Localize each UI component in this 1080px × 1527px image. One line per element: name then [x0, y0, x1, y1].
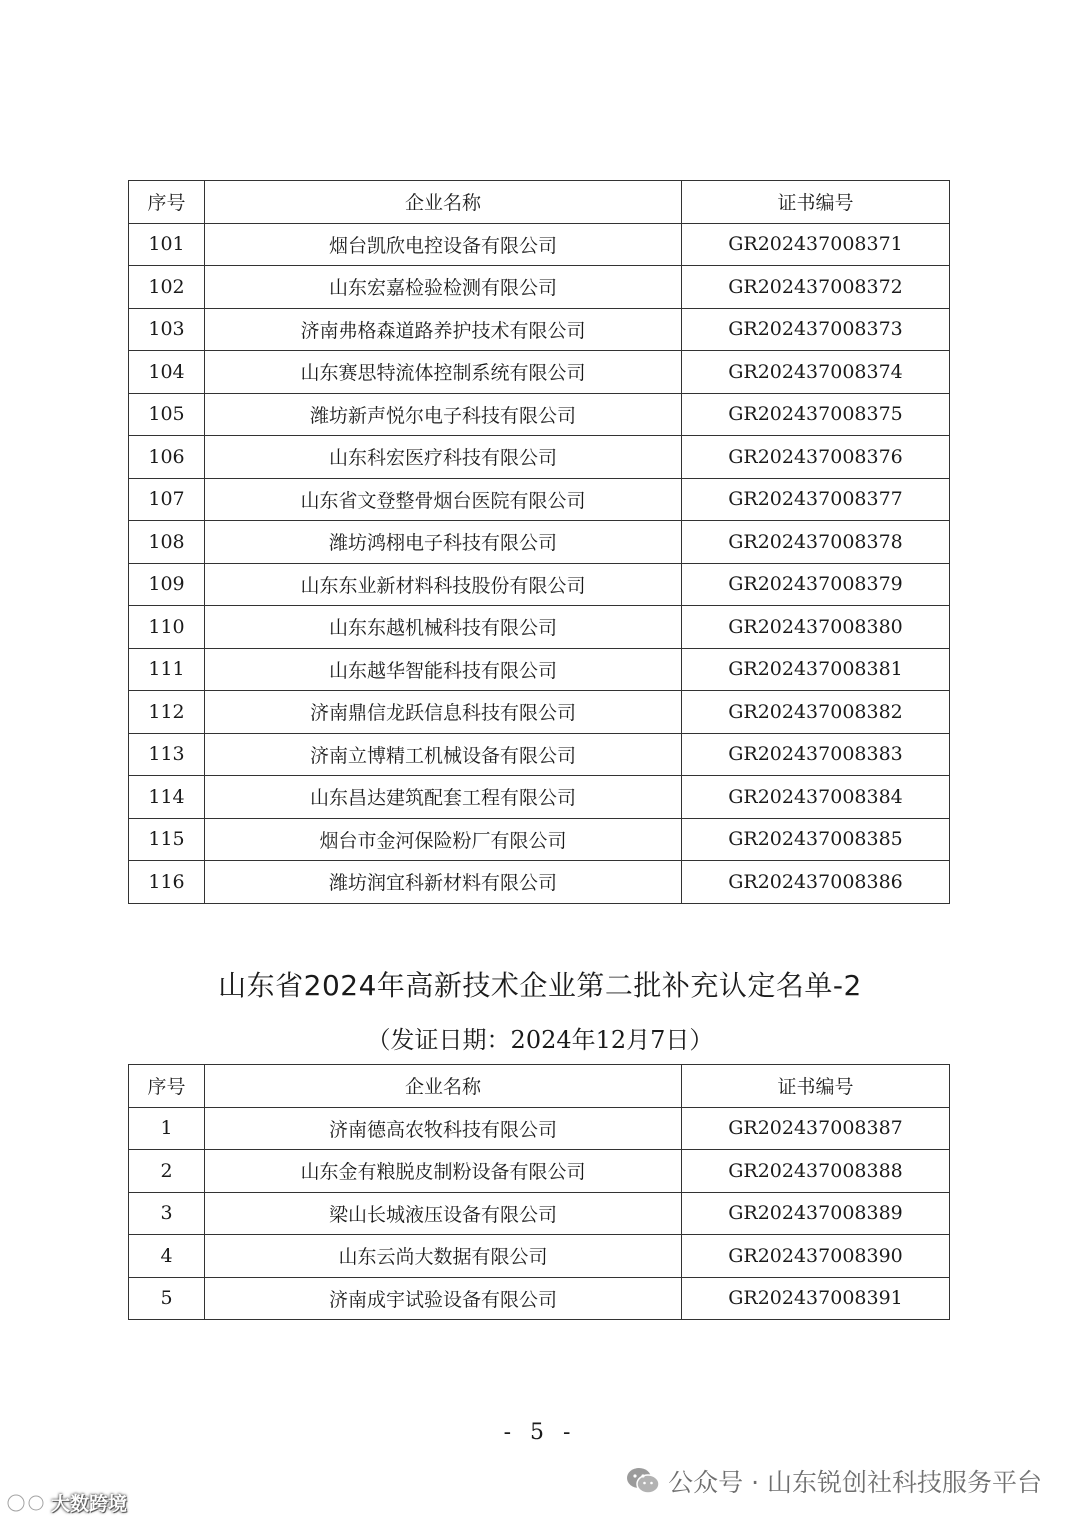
- certificate-number: GR202437008371: [682, 223, 950, 266]
- table-row: [129, 861, 950, 904]
- table-row: [129, 606, 950, 649]
- row-index: 111: [129, 648, 205, 691]
- row-index: 107: [129, 478, 205, 521]
- company-name: 梁山长城液压设备有限公司: [205, 1192, 682, 1235]
- row-index: 108: [129, 521, 205, 564]
- row-index: 105: [129, 393, 205, 436]
- certificate-number: GR202437008387: [682, 1107, 950, 1150]
- company-name: 潍坊润宜科新材料有限公司: [205, 861, 682, 904]
- certificate-number: GR202437008384: [682, 776, 950, 819]
- company-name: 济南成宇试验设备有限公司: [205, 1277, 682, 1320]
- certificate-number: GR202437008378: [682, 521, 950, 564]
- row-index: 1: [129, 1107, 205, 1150]
- table-row: [129, 351, 950, 394]
- certificate-number: GR202437008373: [682, 308, 950, 351]
- table-row: [129, 691, 950, 734]
- company-name: 济南德高农牧科技有限公司: [205, 1107, 682, 1150]
- table-row: [129, 308, 950, 351]
- watermark-text: 公众号 · 山东锐创社科技服务平台: [668, 1468, 1042, 1497]
- company-name: 山东云尚大数据有限公司: [205, 1235, 682, 1278]
- row-index: 102: [129, 266, 205, 309]
- certificate-number: GR202437008386: [682, 861, 950, 904]
- wechat-icon: [626, 1466, 660, 1496]
- table-row: [129, 266, 950, 309]
- row-index: 104: [129, 351, 205, 394]
- table-row: [129, 563, 950, 606]
- table-header-row: [129, 1065, 950, 1108]
- table-row: [129, 648, 950, 691]
- column-header-index: 序号: [129, 181, 205, 224]
- row-index: 101: [129, 223, 205, 266]
- row-index: 112: [129, 691, 205, 734]
- row-index: 106: [129, 436, 205, 479]
- row-index: 115: [129, 818, 205, 861]
- company-name: 济南立博精工机械设备有限公司: [205, 733, 682, 776]
- table-row: [129, 223, 950, 266]
- company-name: 潍坊鸿栩电子科技有限公司: [205, 521, 682, 564]
- company-name: 潍坊新声悦尔电子科技有限公司: [205, 393, 682, 436]
- row-index: 116: [129, 861, 205, 904]
- certificate-number: GR202437008389: [682, 1192, 950, 1235]
- row-index: 103: [129, 308, 205, 351]
- row-index: 113: [129, 733, 205, 776]
- certificate-number: GR202437008383: [682, 733, 950, 776]
- certificate-number: GR202437008380: [682, 606, 950, 649]
- table-row: [129, 521, 950, 564]
- certificate-number: GR202437008379: [682, 563, 950, 606]
- column-header-index: 序号: [129, 1065, 205, 1108]
- logo-icon: [6, 1491, 48, 1515]
- company-name: 山东科宏医疗科技有限公司: [205, 436, 682, 479]
- certificate-number: GR202437008385: [682, 818, 950, 861]
- row-index: 2: [129, 1150, 205, 1193]
- brand-watermark-text: 大数跨境: [51, 1493, 128, 1515]
- company-name: 山东宏嘉检验检测有限公司: [205, 266, 682, 309]
- certificate-number: GR202437008390: [682, 1235, 950, 1278]
- table-row: [129, 436, 950, 479]
- row-index: 3: [129, 1192, 205, 1235]
- table-row: [129, 393, 950, 436]
- column-header-certificate: 证书编号: [682, 1065, 950, 1108]
- company-name: 山东省文登整骨烟台医院有限公司: [205, 478, 682, 521]
- company-name: 山东东越机械科技有限公司: [205, 606, 682, 649]
- table-row: [129, 1150, 950, 1193]
- company-name: 济南弗格森道路养护技术有限公司: [205, 308, 682, 351]
- certificate-number: GR202437008377: [682, 478, 950, 521]
- table-row: [129, 1277, 950, 1320]
- brand-watermark: [6, 1489, 127, 1516]
- certificate-number: GR202437008372: [682, 266, 950, 309]
- section-title: 山东省2024年高新技术企业第二批补充认定名单-2: [218, 969, 862, 1002]
- row-index: 114: [129, 776, 205, 819]
- row-index: 110: [129, 606, 205, 649]
- certificate-number: GR202437008381: [682, 648, 950, 691]
- company-name: 济南鼎信龙跃信息科技有限公司: [205, 691, 682, 734]
- page-number: - 5 -: [503, 1420, 577, 1445]
- company-name: 山东赛思特流体控制系统有限公司: [205, 351, 682, 394]
- table-row: [129, 1192, 950, 1235]
- table-row: [129, 776, 950, 819]
- certificate-table-2: [128, 1064, 950, 1320]
- column-header-company: 企业名称: [205, 1065, 682, 1108]
- company-name: 烟台凯欣电控设备有限公司: [205, 223, 682, 266]
- certificate-number: GR202437008388: [682, 1150, 950, 1193]
- row-index: 4: [129, 1235, 205, 1278]
- wechat-watermark: [626, 1463, 1042, 1499]
- table-row: [129, 733, 950, 776]
- certificate-number: GR202437008382: [682, 691, 950, 734]
- issue-date-subtitle: （发证日期：2024年12月7日）: [366, 1026, 714, 1054]
- certificate-table-1: [128, 180, 950, 904]
- table-row: [129, 1235, 950, 1278]
- certificate-number: GR202437008376: [682, 436, 950, 479]
- row-index: 109: [129, 563, 205, 606]
- company-name: 山东越华智能科技有限公司: [205, 648, 682, 691]
- table-row: [129, 1107, 950, 1150]
- certificate-number: GR202437008374: [682, 351, 950, 394]
- company-name: 山东东业新材料科技股份有限公司: [205, 563, 682, 606]
- column-header-certificate: 证书编号: [682, 181, 950, 224]
- company-name: 山东金有粮脱皮制粉设备有限公司: [205, 1150, 682, 1193]
- table-row: [129, 818, 950, 861]
- certificate-number: GR202437008375: [682, 393, 950, 436]
- table-header-row: [129, 181, 950, 224]
- column-header-company: 企业名称: [205, 181, 682, 224]
- table-row: [129, 478, 950, 521]
- company-name: 烟台市金河保险粉厂有限公司: [205, 818, 682, 861]
- row-index: 5: [129, 1277, 205, 1320]
- company-name: 山东昌达建筑配套工程有限公司: [205, 776, 682, 819]
- certificate-number: GR202437008391: [682, 1277, 950, 1320]
